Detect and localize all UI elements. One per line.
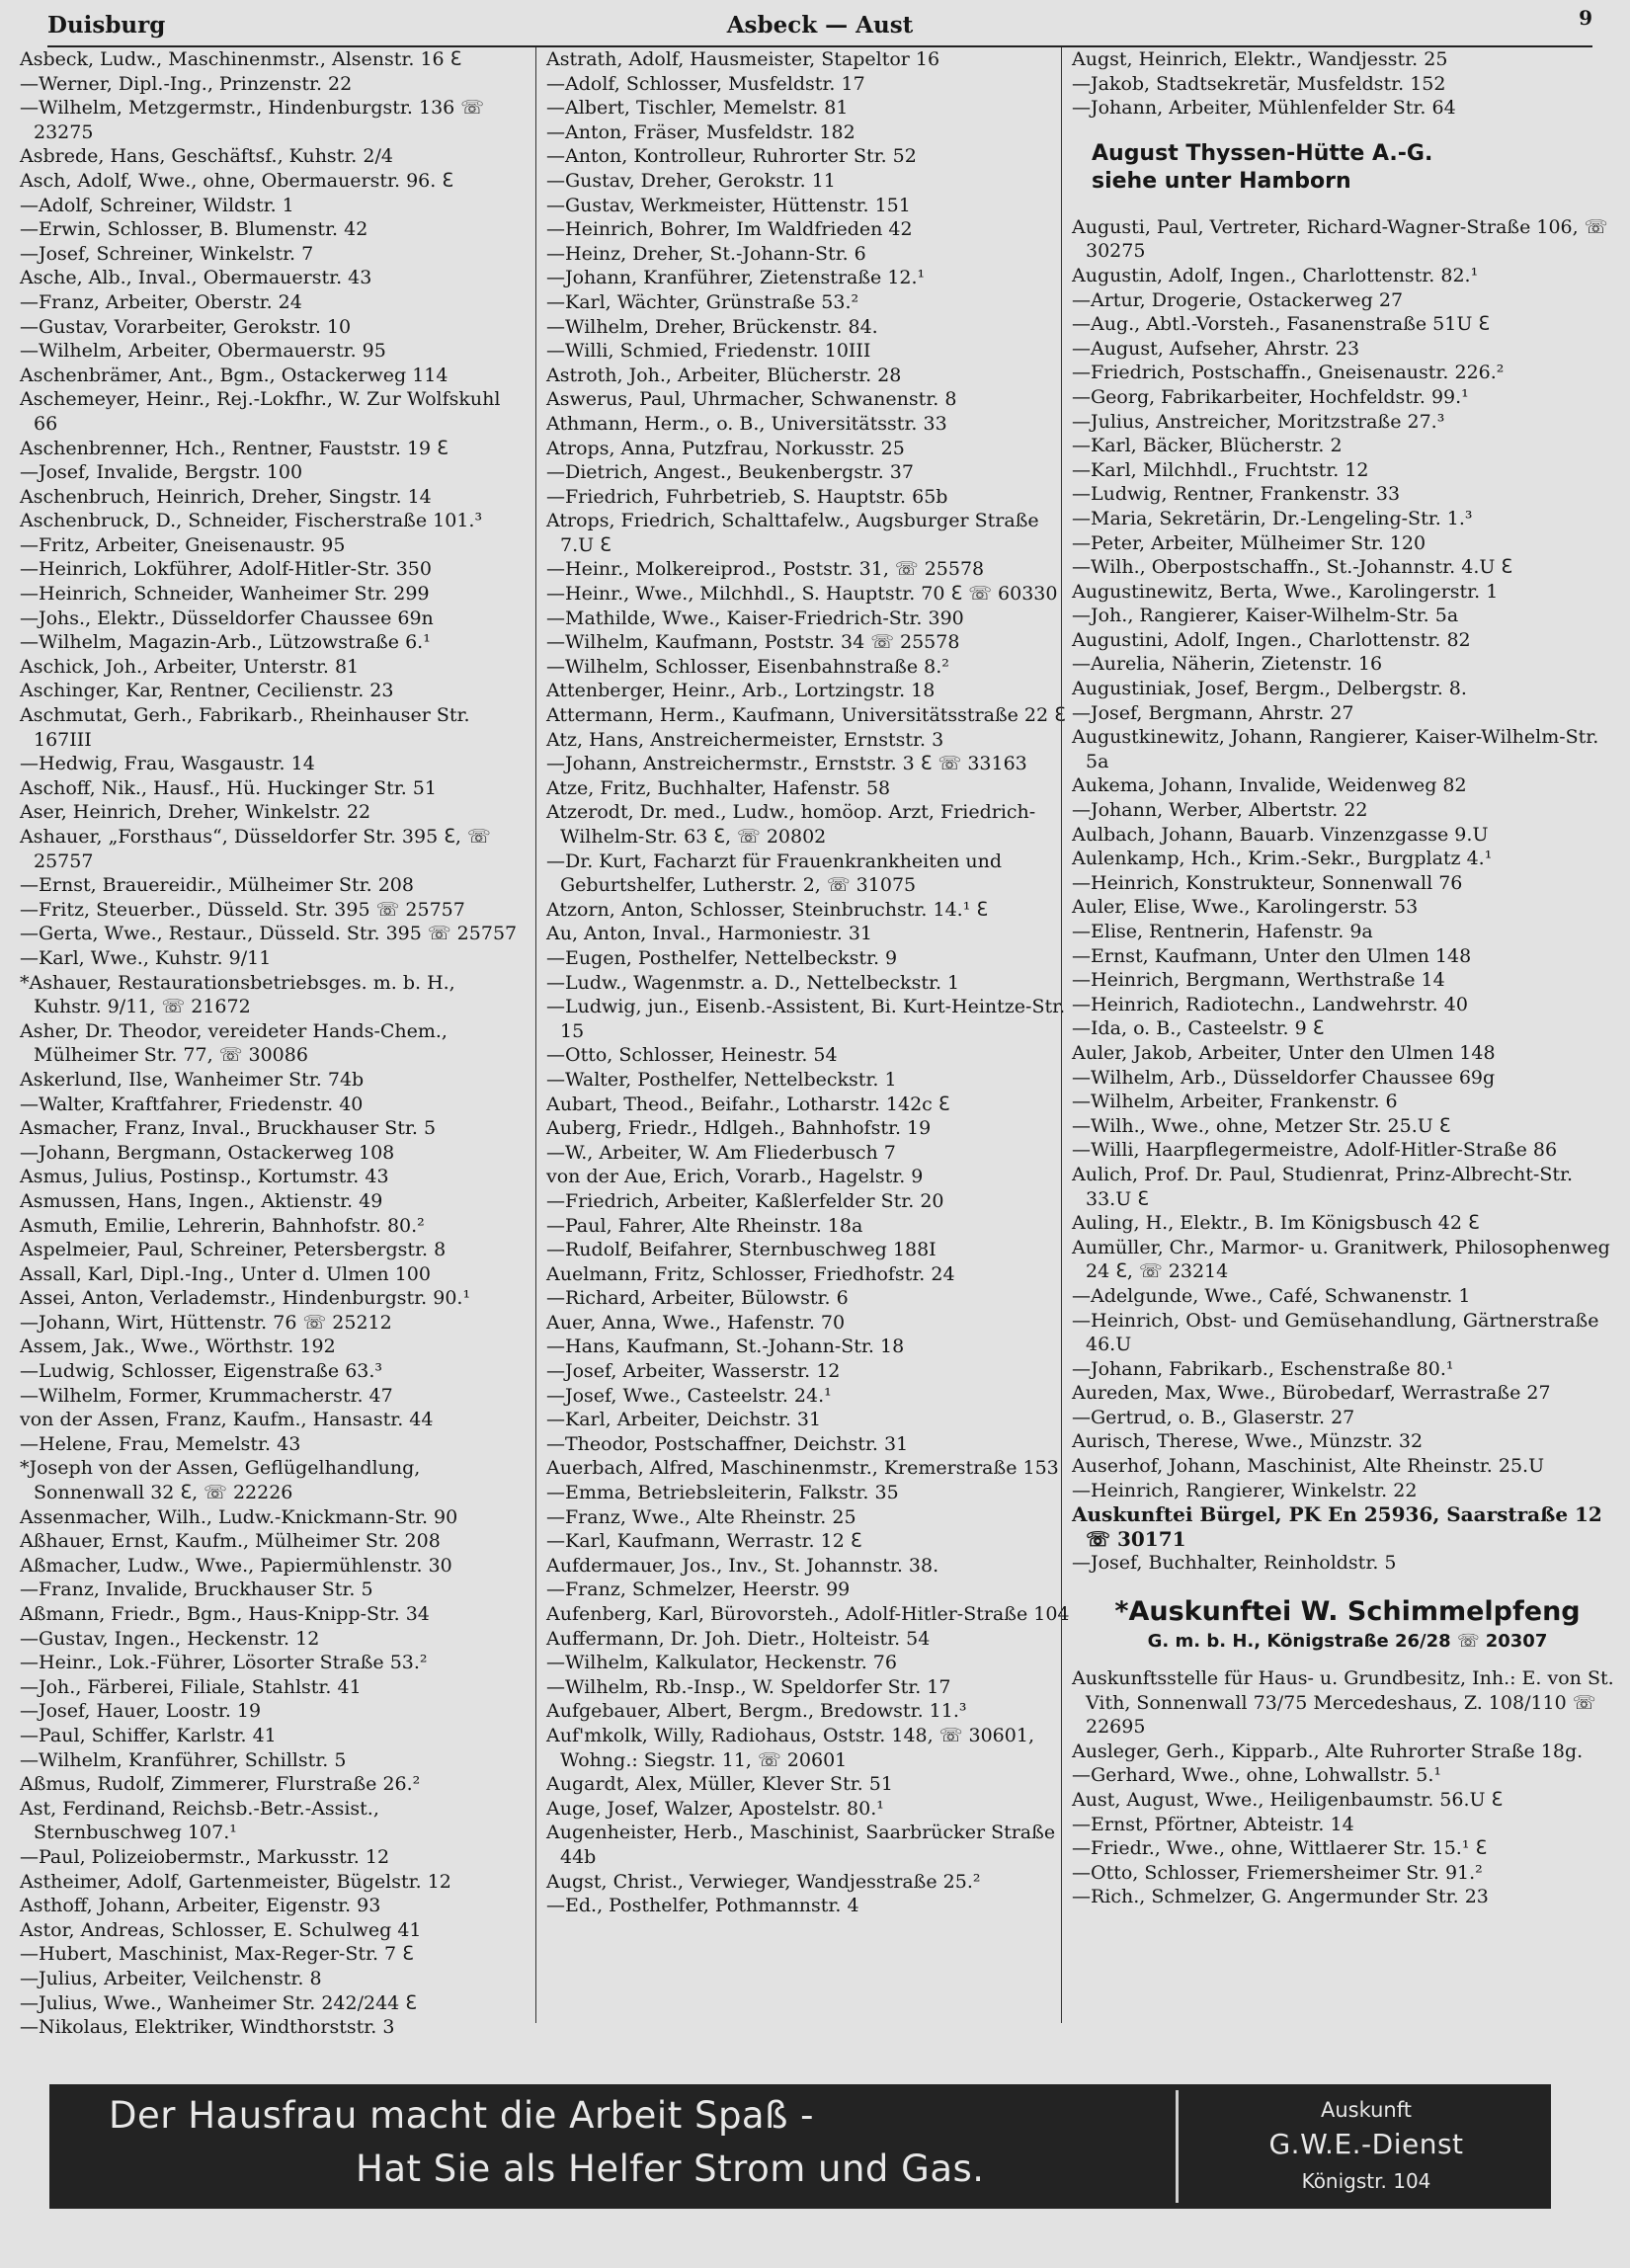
directory-entry: Atzorn, Anton, Schlosser, Steinbruchstr. 14.¹ ℇ <box>546 898 989 921</box>
schimmelpfeng-ad <box>1072 1595 1623 1655</box>
directory-entry: —Ludwig, jun., Eisenb.-Assistent, Bi. Kurt-Heintze-Str. 15 <box>546 996 1066 1042</box>
directory-entry: —Anton, Kontrolleur, Ruhrorter Str. 52 <box>546 145 917 168</box>
column-3 <box>1061 47 1623 2023</box>
schimmelpfeng-ad-line: G. m. b. H., Königstraße 26/28 ☏ 20307 <box>1147 1631 1548 1653</box>
directory-entry: —Heinrich, Konstrukteur, Sonnenwall 76 <box>1072 871 1463 894</box>
directory-entry: —Gustav, Vorarbeiter, Gerokstr. 10 <box>20 315 352 338</box>
directory-entry: —Adolf, Schreiner, Wildstr. 1 <box>20 194 294 216</box>
directory-entry: Auskunftsstelle für Haus- u. Grundbesitz, Inh.: E. von St. Vith, Sonnenwall 73/75 Mercedeshaus, Z. 108/110 ☏ 22695 <box>1072 1667 1614 1739</box>
directory-entry: —Wilhelm, Kaufmann, Poststr. 34 ☏ 25578 <box>546 631 960 654</box>
directory-entry: —Walter, Posthelfer, Nettelbeckstr. 1 <box>546 1068 897 1091</box>
directory-entry: —Rich., Schmelzer, G. Angermunder Str. 23 <box>1072 1886 1489 1908</box>
directory-entry: Auer, Anna, Wwe., Hafenstr. 70 <box>546 1311 846 1334</box>
directory-entry: Aßmus, Rudolf, Zimmerer, Flurstraße 26.² <box>20 1773 421 1796</box>
directory-entry: Auelmann, Fritz, Schlosser, Friedhofstr. 24 <box>546 1262 955 1285</box>
banner-service-box <box>1182 2084 1551 2209</box>
directory-entry: —Heinrich, Radiotechn., Landwehrstr. 40 <box>1072 993 1468 1015</box>
directory-entry: —Josef, Invalide, Bergstr. 100 <box>20 461 303 484</box>
directory-entry: Asmus, Julius, Postinsp., Kortumstr. 43 <box>20 1166 389 1188</box>
directory-entry: —Georg, Fabrikarbeiter, Hochfeldstr. 99.¹ <box>1072 385 1469 408</box>
directory-entry: Auf'mkolk, Willy, Radiohaus, Oststr. 148, ☏ 30601, Wohng.: Siegstr. 11, ☏ 20601 <box>546 1724 1034 1771</box>
directory-entry: Aschenbrenner, Hch., Rentner, Fauststr. 19 ℇ <box>20 437 448 459</box>
column-2 <box>535 47 1072 2023</box>
directory-entry: —Willi, Schmied, Friedenstr. 10III <box>546 340 871 363</box>
directory-entry: —Josef, Bergmann, Ahrstr. 27 <box>1072 701 1354 724</box>
directory-entry: Astheimer, Adolf, Gartenmeister, Bügelstr. 12 <box>20 1870 451 1893</box>
directory-entry: Auberg, Friedr., Hdlgeh., Bahnhofstr. 19 <box>546 1117 932 1140</box>
directory-entry: —Josef, Schreiner, Winkelstr. 7 <box>20 242 314 265</box>
directory-entry: Augst, Heinrich, Elektr., Wandjesstr. 25 <box>1072 48 1448 70</box>
directory-entry: —Joh., Rangierer, Kaiser-Wilhelm-Str. 5a <box>1072 605 1459 627</box>
directory-entry: Asmussen, Hans, Ingen., Aktienstr. 49 <box>20 1189 383 1212</box>
directory-entry: Astor, Andreas, Schlosser, E. Schulweg 41 <box>20 1918 422 1941</box>
directory-entry: —Heinr., Molkereiprod., Poststr. 31, ☏ 25578 <box>546 558 985 581</box>
directory-entry: Au, Anton, Inval., Harmoniestr. 31 <box>546 923 873 945</box>
directory-entry: Asmacher, Franz, Inval., Bruckhauser Str. 5 <box>20 1117 437 1140</box>
directory-entry: —Elise, Rentnerin, Hafenstr. 9a <box>1072 921 1373 942</box>
directory-entry: Assei, Anton, Verlademstr., Hindenburgstr. 90.¹ <box>20 1287 471 1310</box>
directory-entry: —Karl, Arbeiter, Deichstr. 31 <box>546 1409 822 1431</box>
directory-entry: —Jakob, Stadtsekretär, Musfeldstr. 152 <box>1072 72 1446 95</box>
directory-entry: —Hans, Kaufmann, St.-Johann-Str. 18 <box>546 1336 905 1358</box>
directory-entry: —Emma, Betriebsleiterin, Falkstr. 35 <box>546 1482 899 1504</box>
directory-entry: —Heinrich, Bergmann, Werthstraße 14 <box>1072 969 1445 992</box>
directory-entry: —Wilhelm, Arb., Düsseldorfer Chaussee 69g <box>1072 1066 1496 1089</box>
directory-entry: Augustiniak, Josef, Bergm., Delbergstr. 8. <box>1072 678 1467 700</box>
directory-entry: Aurisch, Therese, Wwe., Münzstr. 32 <box>1072 1430 1424 1453</box>
directory-entry: —Gustav, Ingen., Heckenstr. 12 <box>20 1627 320 1650</box>
directory-entry: Assall, Karl, Dipl.-Ing., Unter d. Ulmen 100 <box>20 1262 431 1285</box>
directory-entry: Augst, Christ., Verwieger, Wandjesstraße 25.² <box>546 1870 981 1893</box>
directory-entry: —Ludwig, Rentner, Frankenstr. 33 <box>1072 483 1401 506</box>
directory-entry: Auling, H., Elektr., B. Im Königsbusch 42 ℇ <box>1072 1212 1480 1235</box>
directory-entry: —Ludw., Wagenmstr. a. D., Nettelbeckstr. 1 <box>546 971 960 994</box>
directory-entry: *Ashauer, Restaurationsbetriebsges. m. b. H., Kuhstr. 9/11, ☏ 21672 <box>20 971 455 1018</box>
directory-entry: Aschenbruch, Heinrich, Dreher, Singstr. 14 <box>20 485 432 508</box>
directory-entry: —Wilhelm, Rb.-Insp., W. Speldorfer Str. 17 <box>546 1675 951 1698</box>
directory-entry: —Wilhelm, Dreher, Brückenstr. 84. <box>546 315 878 338</box>
directory-entry: Aswerus, Paul, Uhrmacher, Schwanenstr. 8 <box>546 388 957 411</box>
advertisement-banner <box>49 2084 1551 2209</box>
directory-entry: —Karl, Milchhdl., Fruchtstr. 12 <box>1072 458 1369 481</box>
banner-line-1: Der Hausfrau macht die Arbeit Spaß - <box>109 2094 815 2137</box>
directory-entry: —W., Arbeiter, W. Am Fliederbusch 7 <box>546 1141 896 1164</box>
directory-entry: Attermann, Herm., Kaufmann, Universitätsstraße 22 ℇ <box>546 704 1066 727</box>
directory-entry: —Ludwig, Schlosser, Eigenstraße 63.³ <box>20 1360 383 1383</box>
directory-entry: —Heinr., Lok.-Führer, Lösorter Straße 53.² <box>20 1652 428 1674</box>
directory-entry: —Ernst, Pförtner, Abteistr. 14 <box>1072 1813 1354 1835</box>
directory-entry: —Friedr., Wwe., ohne, Wittlaerer Str. 15.¹ ℇ <box>1072 1837 1488 1860</box>
directory-entry: —Dietrich, Angest., Beukenbergstr. 37 <box>546 461 914 484</box>
directory-entry: Asher, Dr. Theodor, vereideter Hands-Chem., Mülheimer Str. 77, ☏ 30086 <box>20 1019 448 1067</box>
directory-entry: —Josef, Hauer, Loostr. 19 <box>20 1700 262 1723</box>
directory-entry: Askerlund, Ilse, Wanheimer Str. 74b <box>20 1068 365 1091</box>
directory-entry: Auler, Jakob, Arbeiter, Unter den Ulmen 148 <box>1072 1041 1496 1064</box>
directory-entry: Asbeck, Ludw., Maschinenmstr., Alsenstr. 16 ℇ <box>20 48 462 70</box>
directory-entry: Augustini, Adolf, Ingen., Charlottenstr. 82 <box>1072 628 1471 651</box>
directory-entry: —Franz, Invalide, Bruckhauser Str. 5 <box>20 1579 373 1601</box>
banner-divider <box>1176 2090 1179 2203</box>
directory-entry: —Adelgunde, Wwe., Café, Schwanenstr. 1 <box>1072 1284 1471 1307</box>
directory-entry: —Heinrich, Schneider, Wanheimer Str. 299 <box>20 583 430 606</box>
banner-line-2: Hat Sie als Helfer Strom und Gas. <box>356 2147 985 2190</box>
directory-entry: —Dr. Kurt, Facharzt für Frauenkrankheiten und Geburtshelfer, Lutherstr. 2, ☏ 31075 <box>546 850 1003 897</box>
directory-entry: Augustkinewitz, Johann, Rangierer, Kaiser-Wilhelm-Str. 5a <box>1072 726 1599 772</box>
directory-entry: Aust, August, Wwe., Heiligenbaumstr. 56.U ℇ <box>1072 1789 1504 1811</box>
directory-columns <box>20 47 1614 2039</box>
directory-entry: —Ernst, Brauereidir., Mülheimer Str. 208 <box>20 874 414 897</box>
directory-entry: —Heinr., Wwe., Milchhdl., S. Hauptstr. 70 ℇ ☏ 60330 <box>546 583 1058 606</box>
directory-entry: von der Assen, Franz, Kaufm., Hansastr. 44 <box>20 1409 434 1431</box>
directory-entry: —Karl, Wwe., Kuhstr. 9/11 <box>20 946 272 969</box>
directory-entry: —Wilhelm, Metzgermstr., Hindenburgstr. 136 ☏ 23275 <box>20 97 485 143</box>
directory-entry: Aschick, Joh., Arbeiter, Unterstr. 81 <box>20 655 360 678</box>
directory-entry: —Wilhelm, Kranführer, Schillstr. 5 <box>20 1748 347 1771</box>
directory-entry: —Friedrich, Arbeiter, Kaßlerfelder Str. 20 <box>546 1189 944 1212</box>
directory-entry: —Gustav, Dreher, Gerokstr. 11 <box>546 169 836 192</box>
directory-entry: Astroth, Joh., Arbeiter, Blücherstr. 28 <box>546 364 902 386</box>
directory-entry: Augustinewitz, Berta, Wwe., Karolingerstr. 1 <box>1072 580 1499 603</box>
directory-entry: —Adolf, Schlosser, Musfeldstr. 17 <box>546 72 865 95</box>
directory-entry: —Paul, Schiffer, Karlstr. 41 <box>20 1724 277 1746</box>
directory-entry: —Otto, Schlosser, Friemersheimer Str. 91.² <box>1072 1861 1483 1884</box>
directory-entry: Auge, Josef, Walzer, Apostelstr. 80.¹ <box>546 1797 884 1820</box>
directory-entry: —Ida, o. B., Casteelstr. 9 ℇ <box>1072 1017 1325 1040</box>
directory-entry: Augenheister, Herb., Maschinist, Saarbrücker Straße 44b <box>546 1822 1056 1868</box>
directory-entry: —Joh., Färberei, Filiale, Stahlstr. 41 <box>20 1675 362 1698</box>
directory-entry: Auler, Elise, Wwe., Karolingerstr. 53 <box>1072 896 1419 919</box>
directory-entry: Augustin, Adolf, Ingen., Charlottenstr. 82.¹ <box>1072 264 1479 286</box>
directory-entry: Aureden, Max, Wwe., Bürobedarf, Werrastraße 27 <box>1072 1382 1551 1405</box>
schimmelpfeng-ad-line: *Auskunftei W. Schimmelpfeng <box>1114 1596 1581 1628</box>
directory-entry: Aßhauer, Ernst, Kaufm., Mülheimer Str. 208 <box>20 1530 441 1553</box>
directory-entry: —Wilhelm, Former, Krummacherstr. 47 <box>20 1384 393 1407</box>
directory-entry: Atzerodt, Dr. med., Ludw., homöop. Arzt, Friedrich-Wilhelm-Str. 63 ℇ, ☏ 20802 <box>546 801 1036 848</box>
directory-entry: —Gustav, Werkmeister, Hüttenstr. 151 <box>546 194 911 216</box>
directory-entry: Auerbach, Alfred, Maschinenmstr., Kremerstraße 153 <box>546 1457 1059 1480</box>
directory-entry: Aulenkamp, Hch., Krim.-Sekr., Burgplatz 4.¹ <box>1072 848 1493 870</box>
directory-entry: Aschinger, Kar, Rentner, Cecilienstr. 23 <box>20 680 394 702</box>
directory-entry: Auserhof, Johann, Maschinist, Alte Rheinstr. 25.U <box>1072 1455 1545 1478</box>
banner-service-address: Königstr. 104 <box>1301 2169 1431 2193</box>
thyssen-notice-line: siehe unter Hamborn <box>1092 168 1351 194</box>
directory-entry: Ausleger, Gerh., Kipparb., Alte Ruhrorter Straße 18g. <box>1072 1740 1584 1762</box>
directory-entry: —Erwin, Schlosser, B. Blumenstr. 42 <box>20 218 368 241</box>
directory-entry: Aulich, Prof. Dr. Paul, Studienrat, Prinz-Albrecht-Str. 33.U ℇ <box>1072 1163 1574 1210</box>
directory-entry: Aser, Heinrich, Dreher, Winkelstr. 22 <box>20 801 371 824</box>
directory-entry: —Gerta, Wwe., Restaur., Düsseld. Str. 395 ☏ 25757 <box>20 923 518 945</box>
directory-entry: —Johann, Wirt, Hüttenstr. 76 ☏ 25212 <box>20 1311 392 1334</box>
directory-entry: —Wilhelm, Arbeiter, Frankenstr. 6 <box>1072 1091 1398 1113</box>
directory-entry: Aschenbruck, D., Schneider, Fischerstraße 101.³ <box>20 510 483 532</box>
directory-entry: —Julius, Wwe., Wanheimer Str. 242/244 ℇ <box>20 1991 417 2014</box>
directory-entry: —Peter, Arbeiter, Mülheimer Str. 120 <box>1072 531 1426 554</box>
directory-entry: —Johann, Bergmann, Ostackerweg 108 <box>20 1141 395 1164</box>
directory-entry: —Johs., Elektr., Düsseldorfer Chaussee 69n <box>20 607 434 629</box>
directory-entry: —Julius, Arbeiter, Veilchenstr. 8 <box>20 1967 322 1989</box>
directory-entry: von der Aue, Erich, Vorarb., Hagelstr. 9 <box>546 1166 924 1188</box>
column-1 <box>20 47 524 2039</box>
directory-entry: —Theodor, Postschaffner, Deichstr. 31 <box>546 1432 909 1455</box>
directory-entry: —Richard, Arbeiter, Bülowstr. 6 <box>546 1287 849 1310</box>
directory-entry: —Gerhard, Wwe., ohne, Lohwallstr. 5.¹ <box>1072 1764 1442 1787</box>
directory-entry: —Eugen, Posthelfer, Nettelbeckstr. 9 <box>546 946 898 969</box>
directory-entry: —Heinrich, Bohrer, Im Waldfrieden 42 <box>546 218 913 241</box>
directory-entry: Assem, Jak., Wwe., Wörthstr. 192 <box>20 1336 336 1358</box>
directory-entry: —Heinz, Dreher, St.-Johann-Str. 6 <box>546 242 866 265</box>
directory-entry: Aumüller, Chr., Marmor- u. Granitwerk, Philosophenweg 24 ℇ, ☏ 23214 <box>1072 1236 1610 1283</box>
directory-entry: Aßmann, Friedr., Bgm., Haus-Knipp-Str. 34 <box>20 1603 430 1625</box>
directory-entry: Assenmacher, Wilh., Ludw.-Knickmann-Str. 90 <box>20 1505 458 1528</box>
directory-entry: —Heinrich, Obst- und Gemüsehandlung, Gärtnerstraße 46.U <box>1072 1309 1599 1356</box>
directory-entry: Asmuth, Emilie, Lehrerin, Bahnhofstr. 80.² <box>20 1214 425 1237</box>
directory-entry: —Nikolaus, Elektriker, Windthorststr. 3 <box>20 2016 395 2039</box>
directory-entry: —Helene, Frau, Memelstr. 43 <box>20 1432 301 1455</box>
thyssen-notice <box>1092 140 1623 196</box>
directory-entry: —Friedrich, Postschaffn., Gneisenaustr. 226.² <box>1072 362 1505 384</box>
directory-entry: Auffermann, Dr. Joh. Dietr., Holteistr. 54 <box>546 1627 931 1650</box>
directory-entry: —Heinrich, Rangierer, Winkelstr. 22 <box>1072 1479 1418 1501</box>
directory-entry: —Johann, Fabrikarb., Eschenstraße 80.¹ <box>1072 1357 1454 1380</box>
directory-entry: Aufgebauer, Albert, Bergm., Bredowstr. 11.³ <box>546 1700 967 1723</box>
directory-entry: —Paul, Polizeiobermstr., Markusstr. 12 <box>20 1845 390 1868</box>
directory-entry: —Franz, Wwe., Alte Rheinstr. 25 <box>546 1505 856 1528</box>
directory-entry: —Wilh., Wwe., ohne, Metzer Str. 25.U ℇ <box>1072 1114 1451 1137</box>
directory-entry: —Aug., Abtl.-Vorsteh., Fasanenstraße 51U ℇ <box>1072 313 1491 336</box>
directory-entry: —Karl, Kaufmann, Werrastr. 12 ℇ <box>546 1530 862 1553</box>
directory-entry: Asche, Alb., Inval., Obermauerstr. 43 <box>20 267 372 289</box>
directory-entry: —Mathilde, Wwe., Kaiser-Friedrich-Str. 390 <box>546 607 964 629</box>
directory-entry: —Wilhelm, Kalkulator, Heckenstr. 76 <box>546 1652 897 1674</box>
directory-entry: Augusti, Paul, Vertreter, Richard-Wagner-Straße 106, ☏ 30275 <box>1072 215 1608 263</box>
city-label: Duisburg <box>47 12 166 39</box>
directory-entry: —Rudolf, Beifahrer, Sternbuschweg 188I <box>546 1239 937 1261</box>
directory-entry: —Karl, Wächter, Grünstraße 53.² <box>546 290 859 313</box>
directory-entry: —Wilhelm, Arbeiter, Obermauerstr. 95 <box>20 340 386 363</box>
directory-entry: —Friedrich, Fuhrbetrieb, S. Hauptstr. 65b <box>546 485 948 508</box>
directory-entry: Ast, Ferdinand, Reichsb.-Betr.-Assist., Sternbuschweg 107.¹ <box>20 1797 379 1844</box>
directory-entry: —Willi, Haarpflegermeistre, Adolf-Hitler-Straße 86 <box>1072 1139 1558 1162</box>
directory-entry: —Albert, Tischler, Memelstr. 81 <box>546 97 849 120</box>
directory-entry: Asch, Adolf, Wwe., ohne, Obermauerstr. 96. ℇ <box>20 169 454 192</box>
directory-entry: —Otto, Schlosser, Heinestr. 54 <box>546 1044 838 1067</box>
directory-entry: Ashauer, „Forsthaus“, Düsseldorfer Str. 395 ℇ, ☏ 25757 <box>20 826 491 872</box>
directory-entry: Atze, Fritz, Buchhalter, Hafenstr. 58 <box>546 776 891 799</box>
directory-entry: Astrath, Adolf, Hausmeister, Stapeltor 16 <box>546 48 940 70</box>
directory-entry: Atz, Hans, Anstreichermeister, Ernststr. 3 <box>546 728 944 751</box>
directory-entry: Asbrede, Hans, Geschäftsf., Kuhstr. 2/4 <box>20 145 393 168</box>
directory-entry: —Gertrud, o. B., Glaserstr. 27 <box>1072 1406 1355 1428</box>
directory-entry: —Johann, Werber, Albertstr. 22 <box>1072 799 1368 822</box>
directory-entry: —Hubert, Maschinist, Max-Reger-Str. 7 ℇ <box>20 1943 414 1966</box>
thyssen-notice-line: August Thyssen-Hütte A.-G. <box>1092 140 1433 166</box>
directory-entry: Aubart, Theod., Beifahr., Lotharstr. 142c ℇ <box>546 1093 950 1115</box>
directory-entry: Aschenbrämer, Ant., Bgm., Ostackerweg 114 <box>20 364 448 386</box>
directory-entry: —Werner, Dipl.-Ing., Prinzenstr. 22 <box>20 72 353 95</box>
directory-entry: —Walter, Kraftfahrer, Friedenstr. 40 <box>20 1093 364 1115</box>
directory-entry: —Ed., Posthelfer, Pothmannstr. 4 <box>546 1895 859 1917</box>
directory-entry: Athmann, Herm., o. B., Universitätsstr. 33 <box>546 412 947 435</box>
directory-entry: —Fritz, Arbeiter, Gneisenaustr. 95 <box>20 533 346 556</box>
page-header <box>47 6 1592 47</box>
directory-entry: —Aurelia, Näherin, Zietenstr. 16 <box>1072 653 1383 676</box>
directory-entry: Asthoff, Johann, Arbeiter, Eigenstr. 93 <box>20 1895 381 1917</box>
directory-entry: Aschmutat, Gerh., Fabrikarb., Rheinhauser Str. 167III <box>20 704 470 751</box>
directory-entry: —Hedwig, Frau, Wasgaustr. 14 <box>20 753 315 775</box>
directory-entry: —Artur, Drogerie, Ostackerweg 27 <box>1072 288 1404 311</box>
directory-entry: —Franz, Schmelzer, Heerstr. 99 <box>546 1579 851 1601</box>
directory-entry: —Wilh., Oberpostschaffn., St.-Johannstr. 4.U ℇ <box>1072 556 1513 579</box>
directory-entry: —Franz, Arbeiter, Oberstr. 24 <box>20 290 302 313</box>
directory-entry: *Joseph von der Assen, Geflügelhandlung, Sonnenwall 32 ℇ, ☏ 22226 <box>20 1457 421 1504</box>
directory-entry: —Johann, Anstreichermstr., Ernststr. 3 ℇ ☏ 33163 <box>546 753 1027 775</box>
directory-entry: —Maria, Sekretärin, Dr.-Lengeling-Str. 1.³ <box>1072 507 1473 529</box>
directory-entry: —Wilhelm, Schlosser, Eisenbahnstraße 8.² <box>546 655 949 678</box>
directory-entry: Aßmacher, Ludw., Wwe., Papiermühlenstr. 30 <box>20 1554 452 1577</box>
directory-entry: —Heinrich, Lokführer, Adolf-Hitler-Str. 350 <box>20 558 432 581</box>
directory-entry: Aufenberg, Karl, Bürovorsteh., Adolf-Hitler-Straße 104 <box>546 1603 1070 1625</box>
banner-service-label: Auskunft <box>1320 2098 1412 2122</box>
directory-entry: Aspelmeier, Paul, Schreiner, Petersbergstr. 8 <box>20 1239 447 1261</box>
directory-entry: Aulbach, Johann, Bauarb. Vinzenzgasse 9.U <box>1072 823 1489 846</box>
banner-service-name: G.W.E.-Dienst <box>1268 2128 1464 2160</box>
directory-entry: —Paul, Fahrer, Alte Rheinstr. 18a <box>546 1214 863 1237</box>
directory-entry: Aschemeyer, Heinr., Rej.-Lokfhr., W. Zur Wolfskuhl 66 <box>20 388 501 435</box>
range-title: Asbeck — Aust <box>726 12 914 39</box>
directory-entry: Aukema, Johann, Invalide, Weidenweg 82 <box>1072 774 1467 797</box>
directory-entry: —Josef, Arbeiter, Wasserstr. 12 <box>546 1360 841 1383</box>
directory-entry: —Josef, Buchhalter, Reinholdstr. 5 <box>1072 1552 1397 1575</box>
directory-entry: —Josef, Wwe., Casteelstr. 24.¹ <box>546 1384 832 1407</box>
directory-entry: —August, Aufseher, Ahrstr. 23 <box>1072 337 1360 360</box>
banner-slogan <box>49 2084 1176 2209</box>
directory-entry: Aschoff, Nik., Hausf., Hü. Huckinger Str. 51 <box>20 776 437 799</box>
directory-entry: —Wilhelm, Magazin-Arb., Lützowstraße 6.¹ <box>20 631 431 654</box>
directory-entry: —Karl, Bäcker, Blücherstr. 2 <box>1072 435 1343 457</box>
directory-entry: —Ernst, Kaufmann, Unter den Ulmen 148 <box>1072 944 1472 967</box>
directory-entry: Atrops, Friedrich, Schalttafelw., Augsburger Straße 7.U ℇ <box>546 510 1039 556</box>
directory-entry: Aufdermauer, Jos., Inv., St. Johannstr. 38. <box>546 1554 939 1577</box>
directory-entry: —Fritz, Steuerber., Düsseld. Str. 395 ☏ 25757 <box>20 898 465 921</box>
directory-entry: Auskunftei Bürgel, PK En 25936, Saarstraße 12 ☏ 30171 <box>1072 1502 1602 1551</box>
directory-entry: Augardt, Alex, Müller, Klever Str. 51 <box>546 1773 893 1796</box>
directory-entry: —Johann, Arbeiter, Mühlenfelder Str. 64 <box>1072 97 1456 120</box>
directory-entry: —Johann, Kranführer, Zietenstraße 12.¹ <box>546 267 926 289</box>
directory-entry: Attenberger, Heinr., Arb., Lortzingstr. 18 <box>546 680 936 702</box>
directory-entry: Atrops, Anna, Putzfrau, Norkusstr. 25 <box>546 437 905 459</box>
page-number: 9 <box>1579 6 1592 30</box>
directory-entry: —Julius, Anstreicher, Moritzstraße 27.³ <box>1072 410 1445 433</box>
directory-entry: —Anton, Fräser, Musfeldstr. 182 <box>546 121 856 143</box>
